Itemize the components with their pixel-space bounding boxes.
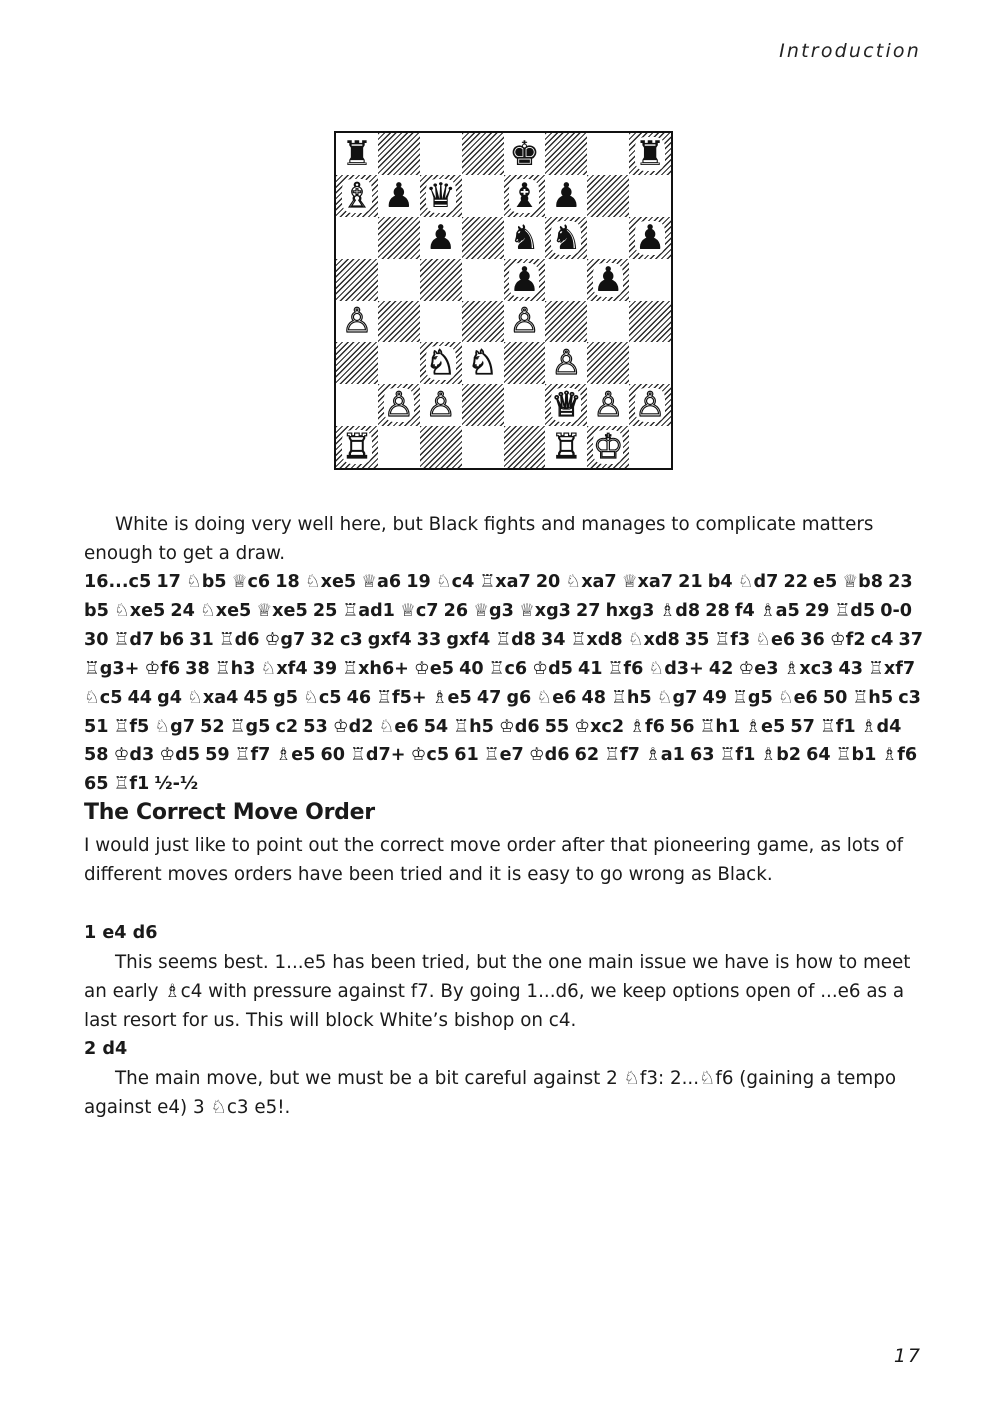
square-b7 <box>378 175 420 217</box>
move-paragraph-1: This seems best. 1...e5 has been tried, but the one main issue we have is how to meet an early ♗c4 with pressure against f7. By going 1...d6, we keep options open of ...e6 as a last resort for us. This will block White’s bishop on c4. <box>84 952 911 1031</box>
black-bishop-icon: ♝ <box>509 175 540 216</box>
square-d6 <box>462 217 504 259</box>
square-h6 <box>629 217 671 259</box>
square-e3 <box>504 342 546 384</box>
square-b4 <box>378 301 420 343</box>
square-h2 <box>629 384 671 426</box>
square-d3 <box>462 342 504 384</box>
section-body <box>84 831 924 1122</box>
square-c1 <box>420 426 462 468</box>
white-pawn-icon: ♙ <box>592 385 624 426</box>
square-h7 <box>629 175 671 217</box>
square-f4 <box>545 301 587 343</box>
square-h1 <box>629 426 671 468</box>
move-heading-1: 1 e4 d6 <box>84 923 158 943</box>
move-heading-2: 2 d4 <box>84 1039 128 1059</box>
square-f6 <box>545 217 587 259</box>
square-e6 <box>504 217 546 259</box>
square-c3 <box>420 342 462 384</box>
square-g7 <box>587 175 629 217</box>
square-a1 <box>336 426 378 468</box>
commentary-paragraph: White is doing very well here, but Black fights and manages to complicate matters enough to get a draw. <box>84 514 874 564</box>
square-a8 <box>336 133 378 175</box>
black-rook-icon: ♜ <box>341 133 373 174</box>
page-number: 17 <box>893 1345 922 1367</box>
square-h4 <box>629 301 671 343</box>
black-pawn-icon: ♟ <box>592 259 624 300</box>
square-d4 <box>462 301 504 343</box>
black-pawn-icon: ♟ <box>509 259 540 300</box>
square-f7 <box>545 175 587 217</box>
white-pawn-icon: ♙ <box>509 301 540 342</box>
game-moves: 16...c5 17 ♘b5 ♕c6 18 ♘xe5 ♕a6 19 ♘c4 ♖xa7 20 ♘xa7 ♕xa7 21 b4 ♘d7 22 e5 ♕b8 23 b5 ♘xe5 24 ♘xe5 ♕xe5 25 ♖ad1 ♕c7 26 ♕g3 ♕xg3 27 hxg3 ♗d8 28 f4 ♗a5 29 ♖d5 0-0 30 ♖d7 b6 31 ♖d6 ♔g7 32 c3 gxf4 33 gxf4 ♖d8 34 ♖xd8 ♘xd8 35 ♖f3 ♘e6 36 ♔f2 c4 37 ♖g3+ ♔f6 38 ♖h3 ♘xf4 39 ♖xh6+ ♔e5 40 ♖c6 ♔d5 41 ♖f6 ♘d3+ 42 ♔e3 ♗xc3 43 ♖xf7 ♘c5 44 g4 ♘xa4 45 g5 ♘c5 46 ♖f5+ ♗e5 47 g6 ♘e6 48 ♖h5 ♘g7 49 ♖g5 ♘e6 50 ♖h5 c3 51 ♖f5 ♘g7 52 ♖g5 c2 53 ♔d2 ♘e6 54 ♖h5 ♔d6 55 ♔xc2 ♗f6 56 ♖h1 ♗e5 57 ♖f1 ♗d4 58 ♔d3 ♔d5 59 ♖f7 ♗e5 60 ♖d7+ ♔c5 61 ♖e7 ♔d6 62 ♖f7 ♗a1 63 ♖f1 ♗b2 64 ♖b1 ♗f6 65 ♖f1 ½-½ <box>84 572 923 795</box>
square-e5 <box>504 259 546 301</box>
square-g3 <box>587 342 629 384</box>
square-b8 <box>378 133 420 175</box>
square-f1 <box>545 426 587 468</box>
square-c6 <box>420 217 462 259</box>
square-a3 <box>336 342 378 384</box>
white-knight-icon: ♘ <box>425 343 456 384</box>
square-b5 <box>378 259 420 301</box>
black-rook-icon: ♜ <box>634 133 666 174</box>
square-a2 <box>336 384 378 426</box>
square-c4 <box>420 301 462 343</box>
square-d5 <box>462 259 504 301</box>
square-b3 <box>378 342 420 384</box>
white-pawn-icon: ♙ <box>341 301 373 342</box>
square-g5 <box>587 259 629 301</box>
move-paragraph-2: The main move, but we must be a bit careful against 2 ♘f3: 2...♘f6 (gaining a tempo against e4) 3 ♘c3 e5!. <box>84 1068 897 1118</box>
black-pawn-icon: ♟ <box>634 217 666 258</box>
square-e1 <box>504 426 546 468</box>
square-f3 <box>545 342 587 384</box>
black-king-icon: ♚ <box>509 133 540 174</box>
white-pawn-icon: ♙ <box>383 385 415 426</box>
square-b1 <box>378 426 420 468</box>
square-h8 <box>629 133 671 175</box>
white-king-icon: ♔ <box>592 427 624 468</box>
white-bishop-icon: ♗ <box>341 175 373 216</box>
black-pawn-icon: ♟ <box>383 175 415 216</box>
black-knight-icon: ♞ <box>551 217 582 258</box>
section-heading: The Correct Move Order <box>84 800 375 825</box>
square-a4 <box>336 301 378 343</box>
square-e4 <box>504 301 546 343</box>
intro-paragraph: I would just like to point out the correct move order after that pioneering game, as lots of different moves orders have been tried and it is easy to go wrong as Black. <box>84 835 904 885</box>
square-b2 <box>378 384 420 426</box>
square-c5 <box>420 259 462 301</box>
square-d8 <box>462 133 504 175</box>
chess-board <box>336 133 671 468</box>
square-g2 <box>587 384 629 426</box>
square-f8 <box>545 133 587 175</box>
square-d2 <box>462 384 504 426</box>
square-c7 <box>420 175 462 217</box>
square-g1 <box>587 426 629 468</box>
square-h3 <box>629 342 671 384</box>
square-e2 <box>504 384 546 426</box>
square-d1 <box>462 426 504 468</box>
white-queen-icon: ♕ <box>551 385 582 426</box>
square-c8 <box>420 133 462 175</box>
black-pawn-icon: ♟ <box>551 175 582 216</box>
white-rook-icon: ♖ <box>551 427 582 468</box>
square-g6 <box>587 217 629 259</box>
black-pawn-icon: ♟ <box>425 217 456 258</box>
square-g8 <box>587 133 629 175</box>
white-knight-icon: ♘ <box>467 343 498 384</box>
white-pawn-icon: ♙ <box>551 343 582 384</box>
square-a7 <box>336 175 378 217</box>
white-rook-icon: ♖ <box>341 427 373 468</box>
black-knight-icon: ♞ <box>509 217 540 258</box>
square-d7 <box>462 175 504 217</box>
square-e8 <box>504 133 546 175</box>
game-commentary <box>84 510 924 799</box>
square-e7 <box>504 175 546 217</box>
white-pawn-icon: ♙ <box>425 385 456 426</box>
white-pawn-icon: ♙ <box>634 385 666 426</box>
square-a6 <box>336 217 378 259</box>
square-h5 <box>629 259 671 301</box>
square-f2 <box>545 384 587 426</box>
square-a5 <box>336 259 378 301</box>
square-g4 <box>587 301 629 343</box>
running-head: Introduction <box>779 40 921 62</box>
chess-diagram <box>334 131 673 470</box>
black-queen-icon: ♛ <box>425 175 456 216</box>
square-f5 <box>545 259 587 301</box>
square-b6 <box>378 217 420 259</box>
square-c2 <box>420 384 462 426</box>
